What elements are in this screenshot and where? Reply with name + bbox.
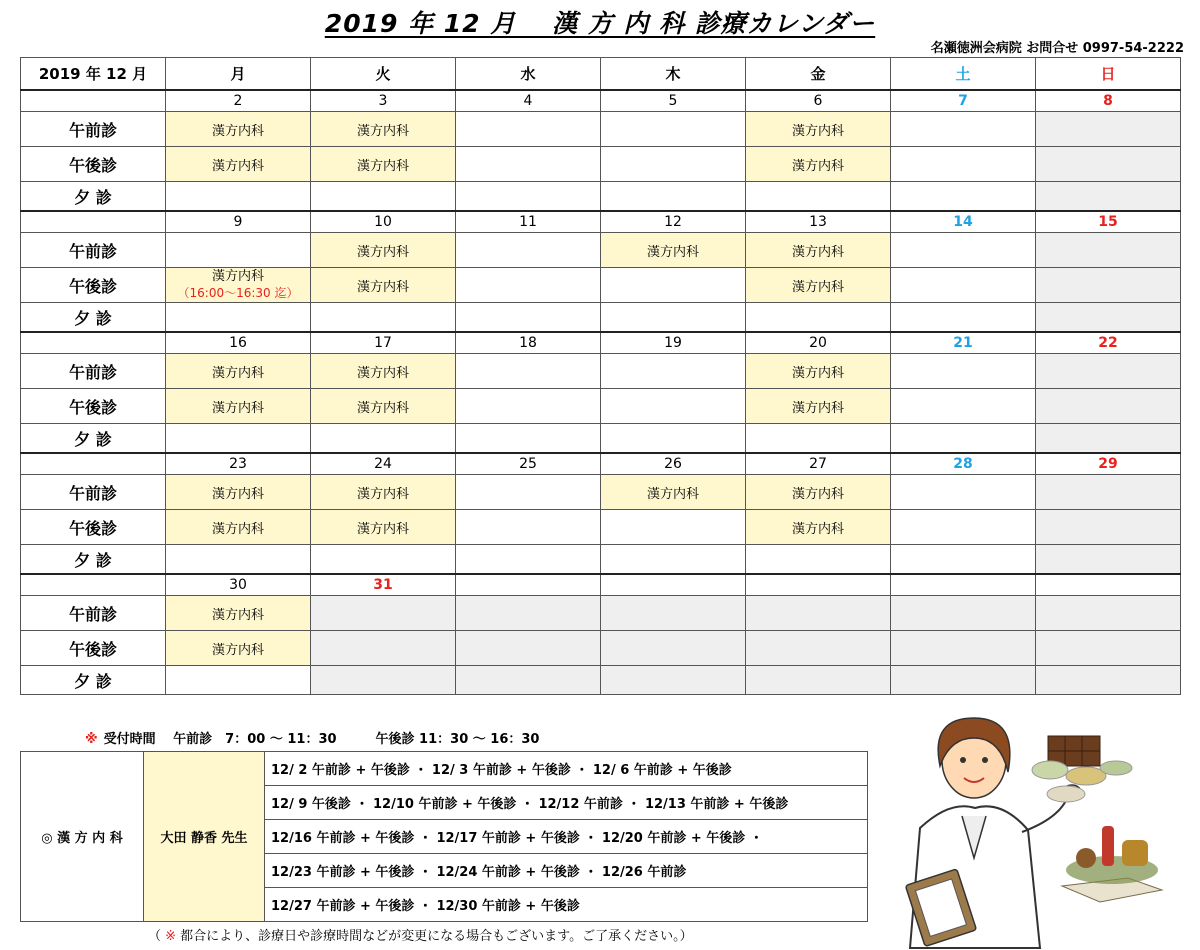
kanpo-label: 漢方内科 bbox=[211, 269, 264, 284]
kanpo-cell: 漢方内科 bbox=[311, 389, 456, 424]
weekday-header bbox=[21, 58, 1181, 91]
kanpo-cell: 漢方内科 bbox=[601, 475, 746, 510]
date-cell: 25 bbox=[456, 453, 601, 475]
pm-row bbox=[21, 268, 1181, 303]
date-cell: 8 bbox=[1036, 90, 1181, 112]
kanpo-cell: 漢方内科 bbox=[746, 268, 891, 303]
schedule-line: 12/16 午前診 + 午後診 ・ 12/17 午前診 + 午後診 ・ 12/20 午前診 + 午後診 ・ bbox=[265, 820, 868, 854]
kanpo-cell: 漢方内科 bbox=[166, 510, 311, 545]
am-row bbox=[21, 475, 1181, 510]
slot-label: 午前診 bbox=[21, 475, 166, 510]
date-row bbox=[21, 332, 1181, 354]
ev-row bbox=[21, 303, 1181, 333]
date-cell: 7 bbox=[891, 90, 1036, 112]
date-cell: 14 bbox=[891, 211, 1036, 233]
date-cell: 3 bbox=[311, 90, 456, 112]
date-cell: 12 bbox=[601, 211, 746, 233]
kanpo-cell: 漢方内科 bbox=[311, 268, 456, 303]
am-row bbox=[21, 233, 1181, 268]
date-cell: 31 bbox=[311, 574, 456, 596]
slot-label: 午後診 bbox=[21, 389, 166, 424]
note-mark: ※ bbox=[85, 732, 98, 747]
date-cell: 5 bbox=[601, 90, 746, 112]
kanpo-cell: 漢方内科 bbox=[311, 475, 456, 510]
slot-label: 午前診 bbox=[21, 596, 166, 631]
kanpo-cell: 漢方内科 bbox=[311, 510, 456, 545]
date-cell: 20 bbox=[746, 332, 891, 354]
date-cell: 15 bbox=[1036, 211, 1181, 233]
date-cell: 22 bbox=[1036, 332, 1181, 354]
kanpo-cell: 漢方内科 bbox=[746, 354, 891, 389]
date-cell: 23 bbox=[166, 453, 311, 475]
ev-row bbox=[21, 182, 1181, 212]
am-row bbox=[21, 596, 1181, 631]
date-cell: 27 bbox=[746, 453, 891, 475]
kanpo-cell: 漢方内科 bbox=[311, 354, 456, 389]
weekday-mon: 月 bbox=[166, 58, 311, 91]
date-cell: 13 bbox=[746, 211, 891, 233]
date-cell: 10 bbox=[311, 211, 456, 233]
date-cell: 28 bbox=[891, 453, 1036, 475]
kanpo-cell: 漢方内科 bbox=[746, 475, 891, 510]
footer-note: （ ※ 都合により、診療日や診療時間などが変更になる場合もございます。ご了承ください。） bbox=[148, 929, 693, 944]
date-cell: 21 bbox=[891, 332, 1036, 354]
weekday-tue: 火 bbox=[311, 58, 456, 91]
kanpo-cell: 漢方内科 bbox=[166, 112, 311, 147]
slot-label: 午前診 bbox=[21, 233, 166, 268]
date-cell: 11 bbox=[456, 211, 601, 233]
pm-row bbox=[21, 147, 1181, 182]
slot-label: 午後診 bbox=[21, 268, 166, 303]
pm-row bbox=[21, 389, 1181, 424]
kanpo-cell: 漢方内科 bbox=[166, 389, 311, 424]
kanpo-cell: 漢方内科 bbox=[746, 389, 891, 424]
schedule-line: 12/23 午前診 + 午後診 ・ 12/24 午前診 + 午後診 ・ 12/26 午前診 bbox=[265, 854, 868, 888]
date-row bbox=[21, 90, 1181, 112]
date-cell: 17 bbox=[311, 332, 456, 354]
note-mark: ※ bbox=[165, 929, 177, 944]
slot-label: 午後診 bbox=[21, 631, 166, 666]
department-label: ◎ 漢 方 内 科 bbox=[21, 752, 144, 922]
kanpo-cell: 漢方内科 bbox=[311, 147, 456, 182]
date-row bbox=[21, 211, 1181, 233]
kanpo-cell-special bbox=[166, 268, 311, 303]
am-row bbox=[21, 354, 1181, 389]
slot-label: 夕 診 bbox=[21, 545, 166, 575]
calendar-table bbox=[20, 57, 1181, 695]
ev-row bbox=[21, 666, 1181, 695]
date-cell: 6 bbox=[746, 90, 891, 112]
date-cell: 24 bbox=[311, 453, 456, 475]
date-cell: 29 bbox=[1036, 453, 1181, 475]
slot-label: 午後診 bbox=[21, 510, 166, 545]
pm-row bbox=[21, 510, 1181, 545]
schedule-line: 12/27 午前診 + 午後診 ・ 12/30 午前診 + 午後診 bbox=[265, 888, 868, 922]
reception-hours bbox=[85, 728, 539, 747]
kanpo-cell: 漢方内科 bbox=[746, 510, 891, 545]
date-cell: 18 bbox=[456, 332, 601, 354]
reception-text: 受付時間 午前診 7：00 ～ 11：30 午後診 11：30 ～ 16：30 bbox=[103, 732, 540, 747]
ev-row bbox=[21, 424, 1181, 454]
date-cell: 9 bbox=[166, 211, 311, 233]
slot-label: 午前診 bbox=[21, 354, 166, 389]
date-cell: 26 bbox=[601, 453, 746, 475]
slot-label: 夕 診 bbox=[21, 303, 166, 333]
date-cell: 16 bbox=[166, 332, 311, 354]
weekday-thu: 木 bbox=[601, 58, 746, 91]
am-row bbox=[21, 112, 1181, 147]
calendar-corner: 2019 年 12 月 bbox=[21, 58, 166, 91]
weekday-sat: 土 bbox=[891, 58, 1036, 91]
kanpo-cell: 漢方内科 bbox=[166, 354, 311, 389]
slot-label: 夕 診 bbox=[21, 182, 166, 212]
hospital-contact: 名瀬徳洲会病院 お問合せ 0997-54-2222 bbox=[930, 41, 1184, 56]
slot-label: 午前診 bbox=[21, 112, 166, 147]
doctor-name: 大田 静香 先生 bbox=[144, 752, 265, 922]
slot-label: 夕 診 bbox=[21, 666, 166, 695]
doctor-illustration bbox=[890, 708, 1190, 950]
date-row bbox=[21, 574, 1181, 596]
date-cell: 2 bbox=[166, 90, 311, 112]
date-cell: 4 bbox=[456, 90, 601, 112]
schedule-line: 12/ 9 午後診 ・ 12/10 午前診 + 午後診 ・ 12/12 午前診 ・ 12/13 午前診 + 午後診 bbox=[265, 786, 868, 820]
herb-book-image bbox=[1062, 826, 1162, 902]
slot-label: 午後診 bbox=[21, 147, 166, 182]
date-cell: 30 bbox=[166, 574, 311, 596]
special-time-note: （16:00～16:30 迄） bbox=[177, 286, 299, 300]
weekday-sun: 日 bbox=[1036, 58, 1181, 91]
kanpo-cell: 漢方内科 bbox=[166, 147, 311, 182]
kanpo-cell: 漢方内科 bbox=[746, 147, 891, 182]
weekday-wed: 水 bbox=[456, 58, 601, 91]
doctor-schedule-table bbox=[20, 751, 868, 922]
kanpo-cell: 漢方内科 bbox=[746, 112, 891, 147]
kanpo-cell: 漢方内科 bbox=[601, 233, 746, 268]
date-row bbox=[21, 453, 1181, 475]
kanpo-cell: 漢方内科 bbox=[166, 596, 311, 631]
weekday-fri: 金 bbox=[746, 58, 891, 91]
kanpo-cell: 漢方内科 bbox=[166, 475, 311, 510]
herb-bowls-image bbox=[1032, 736, 1132, 802]
kanpo-cell: 漢方内科 bbox=[166, 631, 311, 666]
date-cell: 19 bbox=[601, 332, 746, 354]
page-title: 2019 年 12 月 漢 方 内 科 診療カレンダー bbox=[324, 9, 876, 38]
ev-row bbox=[21, 545, 1181, 575]
slot-label: 夕 診 bbox=[21, 424, 166, 454]
kanpo-cell: 漢方内科 bbox=[746, 233, 891, 268]
kanpo-cell: 漢方内科 bbox=[311, 233, 456, 268]
schedule-line: 12/ 2 午前診 + 午後診 ・ 12/ 3 午前診 + 午後診 ・ 12/ 6 午前診 + 午後診 bbox=[265, 752, 868, 786]
kanpo-cell: 漢方内科 bbox=[311, 112, 456, 147]
pm-row bbox=[21, 631, 1181, 666]
